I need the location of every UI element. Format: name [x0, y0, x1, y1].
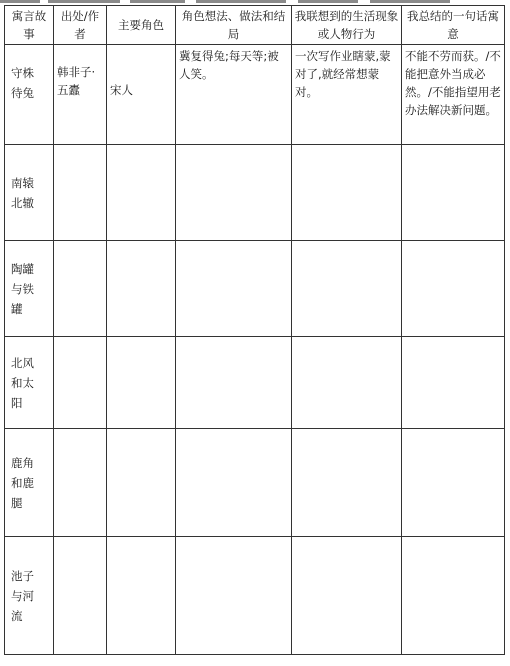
action-cell — [176, 337, 292, 429]
header-source: 出处/作者 — [54, 6, 107, 45]
story-name: 陶罐与铁罐 — [5, 241, 54, 337]
story-name: 鹿角和鹿腿 — [5, 429, 54, 537]
association-cell — [292, 241, 402, 337]
table-row — [5, 537, 505, 655]
story-name: 守株待兔 — [5, 45, 54, 145]
role-cell — [107, 145, 176, 241]
header-row — [5, 6, 505, 45]
role-cell: 宋人 — [107, 45, 176, 145]
role-cell — [107, 537, 176, 655]
story-name: 南辕北辙 — [5, 145, 54, 241]
moral-cell — [402, 429, 505, 537]
header-story: 寓言故事 — [5, 6, 54, 45]
moral-cell: 不能不劳而获。/不能把意外当成必然。/不能指望用老办法解决新问题。 — [402, 45, 505, 145]
source-cell — [54, 537, 107, 655]
association-cell — [292, 145, 402, 241]
table-row — [5, 241, 505, 337]
moral-cell — [402, 337, 505, 429]
moral-cell — [402, 537, 505, 655]
role-cell — [107, 241, 176, 337]
action-cell — [176, 429, 292, 537]
action-cell — [176, 537, 292, 655]
header-association: 我联想到的生活现象或人物行为 — [292, 6, 402, 45]
association-cell — [292, 537, 402, 655]
moral-cell — [402, 241, 505, 337]
table-row — [5, 429, 505, 537]
association-cell — [292, 429, 402, 537]
action-cell: 冀复得兔;每天等;被人笑。 — [176, 45, 292, 145]
header-moral: 我总结的一句话寓意 — [402, 6, 505, 45]
association-cell — [292, 337, 402, 429]
table-row — [5, 145, 505, 241]
source-cell — [54, 241, 107, 337]
source-cell — [54, 429, 107, 537]
table-row — [5, 337, 505, 429]
source-cell — [54, 145, 107, 241]
table-row — [5, 45, 505, 145]
source-cell — [54, 337, 107, 429]
fable-study-table — [4, 5, 505, 655]
story-name: 北风和太阳 — [5, 337, 54, 429]
action-cell — [176, 241, 292, 337]
story-name: 池子与河流 — [5, 537, 54, 655]
association-cell: 一次写作业瞎蒙,蒙对了,就经常想蒙对。 — [292, 45, 402, 145]
role-cell — [107, 429, 176, 537]
source-cell: 韩非子·五蠹 — [54, 45, 107, 145]
action-cell — [176, 145, 292, 241]
role-cell — [107, 337, 176, 429]
header-action: 角色想法、做法和结局 — [176, 6, 292, 45]
moral-cell — [402, 145, 505, 241]
header-role: 主要角色 — [107, 6, 176, 45]
